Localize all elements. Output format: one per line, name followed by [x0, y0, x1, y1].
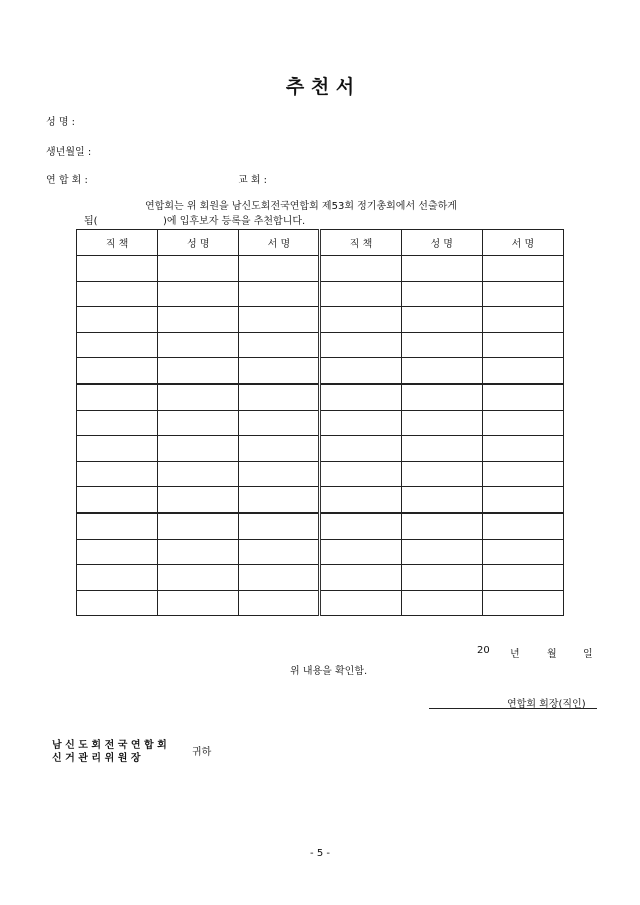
table-cell[interactable] [158, 384, 239, 410]
table-cell[interactable] [77, 307, 158, 333]
table-cell[interactable] [77, 513, 158, 539]
table-cell[interactable] [401, 358, 482, 384]
header-name-2: 성 명 [401, 230, 482, 256]
date-year-prefix: 20 [477, 645, 490, 656]
recipient-line-2: 신 거 관 리 위 원 장 [52, 753, 141, 764]
union-field-label: 연 합 회 : [46, 175, 88, 186]
table-cell[interactable] [482, 410, 563, 436]
table-cell[interactable] [320, 307, 401, 333]
table-cell[interactable] [77, 256, 158, 282]
table-cell[interactable] [77, 281, 158, 307]
table-cell[interactable] [158, 410, 239, 436]
date-month: 월 [547, 649, 557, 660]
table-cell[interactable] [77, 461, 158, 487]
table-cell[interactable] [158, 307, 239, 333]
date-year: 년 [510, 649, 520, 660]
table-row [77, 539, 564, 565]
table-cell[interactable] [401, 410, 482, 436]
confirmation-text: 위 내용을 확인함. [290, 666, 368, 677]
table-cell[interactable] [239, 565, 320, 591]
name-field-label: 성 명 : [46, 117, 76, 128]
table-row [77, 384, 564, 410]
header-signature-2: 서 명 [482, 230, 563, 256]
signer-label: 연합회 회장(직인) [507, 699, 586, 710]
table-cell[interactable] [401, 281, 482, 307]
table-cell[interactable] [320, 436, 401, 462]
table-cell[interactable] [401, 513, 482, 539]
table-cell[interactable] [401, 590, 482, 616]
page-number: - 5 - [310, 848, 330, 859]
table-cell[interactable] [77, 410, 158, 436]
table-cell[interactable] [401, 332, 482, 358]
recommendation-table [76, 229, 564, 616]
table-cell[interactable] [320, 487, 401, 513]
table-cell[interactable] [482, 307, 563, 333]
table-cell[interactable] [77, 565, 158, 591]
table-cell[interactable] [158, 436, 239, 462]
table-body [77, 256, 564, 616]
table-cell[interactable] [320, 332, 401, 358]
table-cell[interactable] [239, 436, 320, 462]
table-cell[interactable] [401, 461, 482, 487]
recipient-honorific: 귀하 [192, 747, 212, 758]
table-cell[interactable] [158, 487, 239, 513]
table-cell[interactable] [482, 332, 563, 358]
header-position-2: 직 책 [320, 230, 401, 256]
table-cell[interactable] [320, 590, 401, 616]
table-cell[interactable] [482, 384, 563, 410]
table-cell[interactable] [239, 590, 320, 616]
table-cell[interactable] [482, 358, 563, 384]
table-cell[interactable] [77, 590, 158, 616]
date-day: 일 [583, 649, 593, 660]
table-cell[interactable] [77, 539, 158, 565]
intro-line-1: 연합회는 위 회원을 남신도회전국연합회 제53회 정기총회에서 선출하게 [145, 201, 457, 212]
document-title: 추 천 서 [285, 76, 355, 98]
intro-line-2-prefix: 됨( [84, 216, 98, 227]
table-row [77, 281, 564, 307]
table-cell[interactable] [239, 513, 320, 539]
intro-line-2-suffix: )에 입후보자 등록을 추천합니다. [163, 216, 306, 227]
table-header-row [77, 230, 564, 256]
table-cell[interactable] [239, 384, 320, 410]
table-cell[interactable] [239, 539, 320, 565]
table-cell[interactable] [77, 384, 158, 410]
table-cell[interactable] [158, 513, 239, 539]
table-cell[interactable] [482, 281, 563, 307]
table-cell[interactable] [239, 487, 320, 513]
table-row [77, 565, 564, 591]
table-cell[interactable] [158, 461, 239, 487]
table-row [77, 358, 564, 384]
table-cell[interactable] [401, 565, 482, 591]
table-cell[interactable] [320, 565, 401, 591]
table-cell[interactable] [320, 539, 401, 565]
table-cell[interactable] [401, 539, 482, 565]
table-cell[interactable] [239, 358, 320, 384]
table-cell[interactable] [482, 256, 563, 282]
table-cell[interactable] [482, 590, 563, 616]
header-signature-1: 서 명 [239, 230, 320, 256]
table-cell[interactable] [239, 461, 320, 487]
table-cell[interactable] [401, 487, 482, 513]
header-name-1: 성 명 [158, 230, 239, 256]
table-cell[interactable] [320, 358, 401, 384]
table-cell[interactable] [401, 307, 482, 333]
table-row [77, 256, 564, 282]
table-cell[interactable] [239, 256, 320, 282]
table-row [77, 461, 564, 487]
table-row [77, 410, 564, 436]
table-cell[interactable] [482, 487, 563, 513]
recipient-line-1: 남 신 도 회 전 국 연 합 회 [52, 740, 167, 751]
table-row [77, 590, 564, 616]
table-cell[interactable] [239, 332, 320, 358]
table-cell[interactable] [158, 256, 239, 282]
table-cell[interactable] [401, 384, 482, 410]
table-cell[interactable] [77, 436, 158, 462]
table-cell[interactable] [320, 281, 401, 307]
table-cell[interactable] [239, 410, 320, 436]
table-cell[interactable] [239, 307, 320, 333]
table-row [77, 487, 564, 513]
table-cell[interactable] [320, 513, 401, 539]
table-cell[interactable] [320, 461, 401, 487]
table-cell[interactable] [401, 436, 482, 462]
table-row [77, 436, 564, 462]
table-cell[interactable] [158, 565, 239, 591]
table-cell[interactable] [158, 590, 239, 616]
table-row [77, 307, 564, 333]
table-cell[interactable] [482, 539, 563, 565]
church-field-label: 교 회 : [238, 175, 268, 186]
table-cell[interactable] [401, 256, 482, 282]
table-cell[interactable] [158, 281, 239, 307]
table-cell[interactable] [158, 332, 239, 358]
table-cell[interactable] [320, 384, 401, 410]
table-cell[interactable] [482, 436, 563, 462]
table-cell[interactable] [320, 256, 401, 282]
table-row [77, 513, 564, 539]
birthdate-field-label: 생년월일 : [46, 147, 92, 158]
table-cell[interactable] [158, 358, 239, 384]
table-cell[interactable] [482, 461, 563, 487]
signature-line [429, 708, 597, 709]
table-cell[interactable] [77, 487, 158, 513]
table-cell[interactable] [77, 358, 158, 384]
header-position-1: 직 책 [77, 230, 158, 256]
table-cell[interactable] [482, 565, 563, 591]
table-cell[interactable] [239, 281, 320, 307]
table-cell[interactable] [77, 332, 158, 358]
table-row [77, 332, 564, 358]
table-cell[interactable] [320, 410, 401, 436]
table-cell[interactable] [482, 513, 563, 539]
table-cell[interactable] [158, 539, 239, 565]
